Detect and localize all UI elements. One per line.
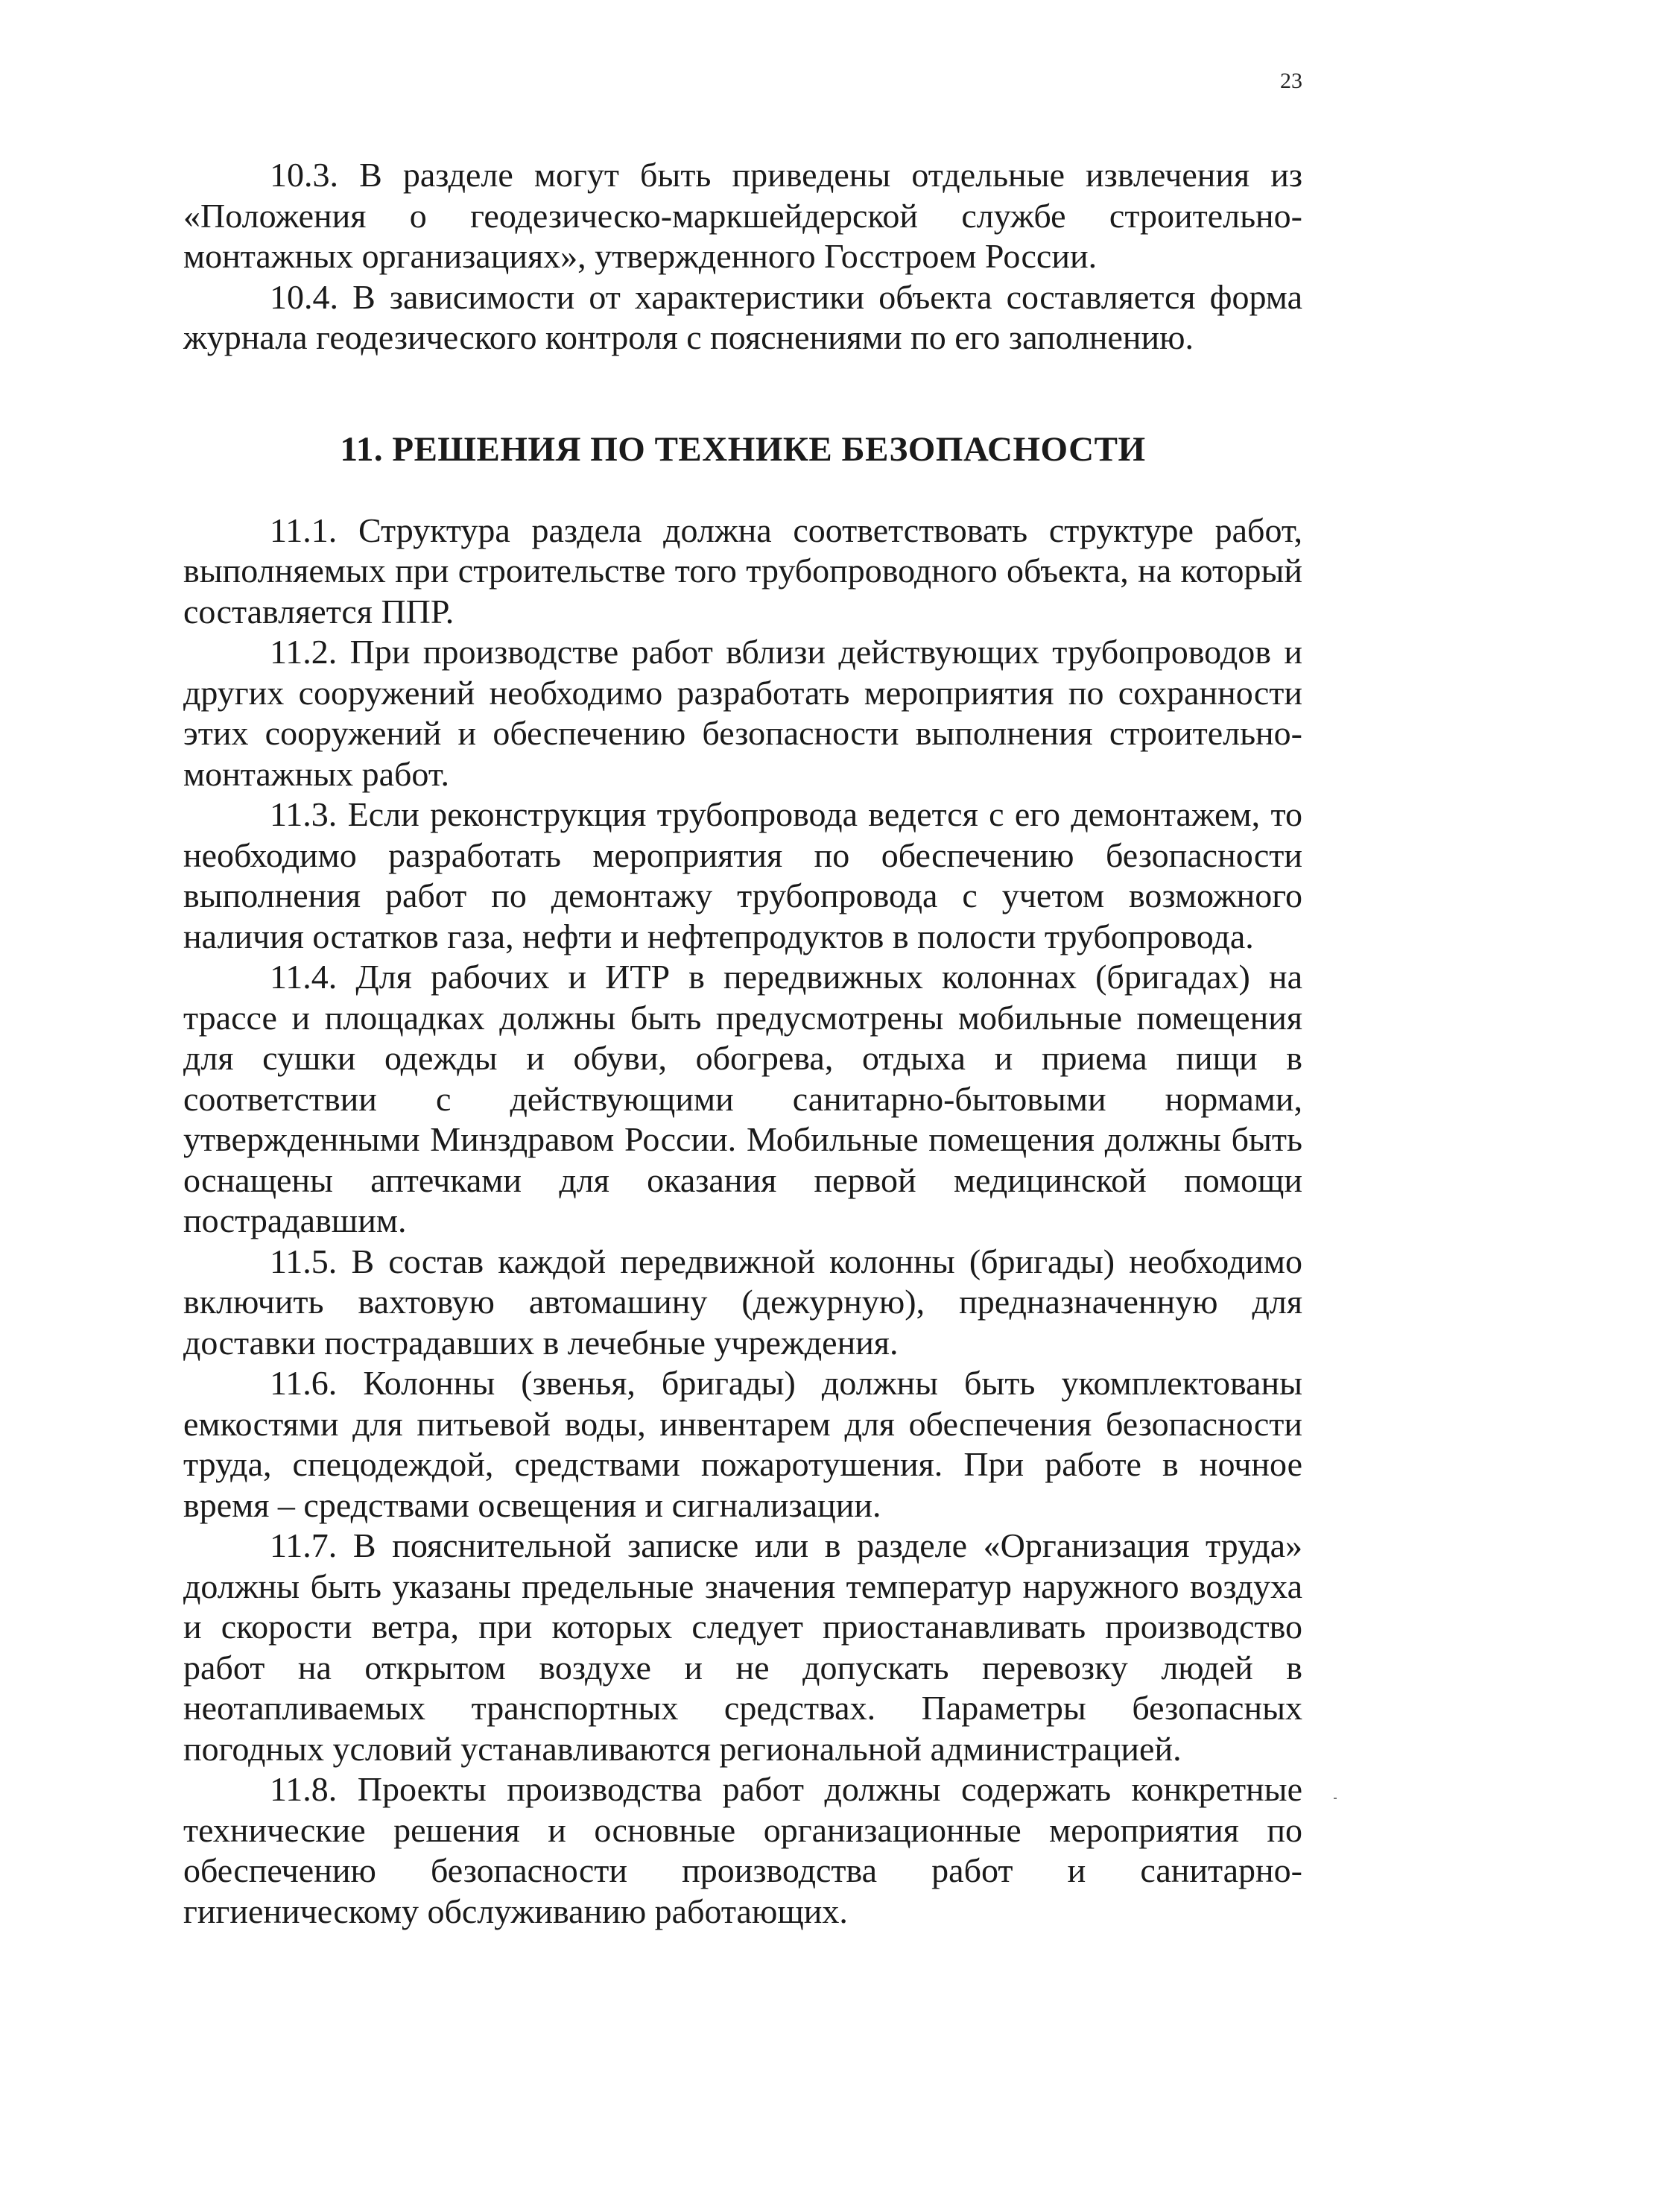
paragraph-11-2: 11.2. При производстве работ вблизи действующих трубопроводов и других сооружений необходимо разработать мероприятия по сохранности этих сооружений и обеспечению безопасности выполнения строительно-монтажных работ.: [183, 633, 1302, 793]
paragraph-10-4: 10.4. В зависимости от характеристики объекта составляется форма журнала геодезического контроля с пояснениями по его заполнению.: [183, 277, 1302, 356]
page-content: [183, 155, 1302, 1932]
paragraph-11-1: 11.1. Структура раздела должна соответствовать структуре работ, выполняемых при строительстве того трубопроводного объекта, на который составляется ППР.: [183, 511, 1302, 631]
page-number: 23: [1280, 69, 1302, 93]
section-11-heading: 11. РЕШЕНИЯ ПО ТЕХНИКЕ БЕЗОПАСНОСТИ: [340, 429, 1146, 469]
paragraph-11-4: 11.4. Для рабочих и ИТР в передвижных колоннах (бригадах) на трассе и площадках должны быть предусмотрены мобильные помещения для сушки одежды и обуви, обогрева, отдыха и приема пищи в соответствии с действующими санитарно-бытовыми нормами, утвержденными Минздравом России. Мобильные помещения должны быть оснащены аптечками для оказания первой медицинской помощи пострадавшим.: [183, 958, 1302, 1239]
paragraph-10-3: 10.3. В разделе могут быть приведены отдельные извлечения из «Положения о геодезическо-маркшейдерской службе строительно-монтажных организациях», утвержденного Госстроем России.: [183, 156, 1302, 275]
paragraph-11-8: 11.8. Проекты производства работ должны содержать конкретные технические решения и основные организационные мероприятия по обеспечению безопасности производства работ и санитарно-гигиеническому обслуживанию работающих.: [183, 1770, 1302, 1930]
paragraph-11-5: 11.5. В состав каждой передвижной колонны (бригады) необходимо включить вахтовую автомашину (дежурную), предназначенную для доставки пострадавших в лечебные учреждения.: [183, 1242, 1302, 1362]
paragraph-11-6: 11.6. Колонны (звенья, бригады) должны быть укомплектованы емкостями для питьевой воды, инвентарем для обеспечения безопасности труда, спецодеждой, средствами пожаротушения. При работе в ночное время – средствами освещения и сигнализации.: [183, 1364, 1302, 1524]
paragraph-11-7: 11.7. В пояснительной записке или в разделе «Организация труда» должны быть указаны предельные значения температур наружного воздуха и скорости ветра, при которых следует приостанавливать производство работ на открытом воздухе и не допускать перевозку людей в неотапливаемых транспортных средствах. Параметры безопасных погодных условий устанавливаются региональной администрацией.: [183, 1526, 1302, 1768]
scan-speck: [1334, 1798, 1337, 1799]
paragraph-11-3: 11.3. Если реконструкция трубопровода ведется с его демонтажем, то необходимо разработать мероприятия по обеспечению безопасности выполнения работ по демонтажу трубопровода с учетом возможного наличия остатков газа, нефти и нефтепродуктов в полости трубопровода.: [183, 795, 1302, 955]
